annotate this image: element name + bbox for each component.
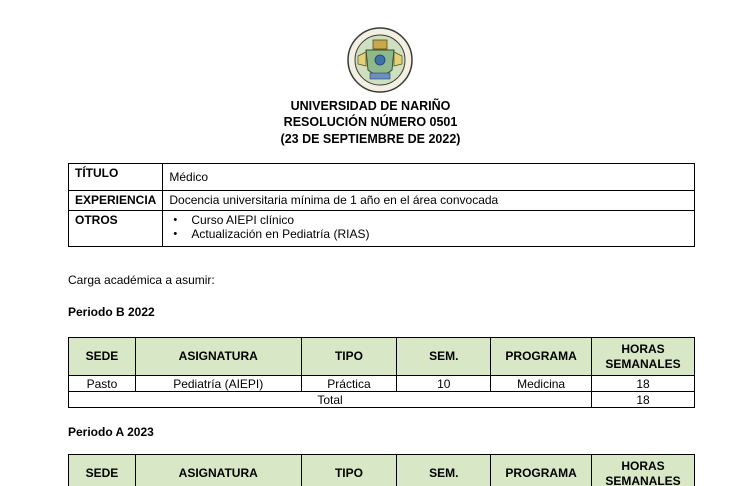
requirements-row: [69, 191, 695, 211]
total-value: 18: [592, 392, 695, 408]
column-header: HORAS SEMANALES: [592, 338, 695, 376]
table-header-row: [69, 338, 695, 376]
cell-sem: 10: [397, 376, 491, 392]
periodo-b-title: Periodo B 2022: [68, 305, 155, 319]
column-header: PROGRAMA: [491, 455, 592, 486]
university-name: UNIVERSIDAD DE NARIÑO: [290, 99, 451, 113]
column-header: SEM.: [397, 338, 491, 376]
periodo-b-table: [68, 337, 695, 408]
list-item: • Actualización en Pediatría (RIAS): [169, 227, 688, 241]
table-row: [69, 376, 695, 392]
requirements-row: [69, 164, 695, 191]
table-header-row: [69, 455, 695, 486]
requirement-value: Docencia universitaria mínima de 1 año en el área convocada: [163, 191, 695, 211]
otros-list: [169, 213, 688, 241]
column-header: HORAS SEMANALES: [592, 455, 695, 486]
periodo-a-title: Periodo A 2023: [68, 425, 154, 439]
requirements-row: [69, 211, 695, 247]
cell-sede: Pasto: [69, 376, 136, 392]
requirement-value: Médico: [163, 164, 695, 191]
table-total-row: [69, 392, 695, 408]
requirement-value: [163, 211, 695, 247]
column-header: PROGRAMA: [491, 338, 592, 376]
requirement-label: EXPERIENCIA: [69, 191, 163, 211]
cell-asignatura: Pediatría (AIEPI): [135, 376, 301, 392]
requirement-label: OTROS: [69, 211, 163, 247]
cell-tipo: Práctica: [301, 376, 397, 392]
university-seal-logo: [346, 26, 414, 94]
column-header: ASIGNATURA: [135, 338, 301, 376]
column-header: SEDE: [69, 338, 136, 376]
column-header: SEDE: [69, 455, 136, 486]
cell-programa: Medicina: [491, 376, 592, 392]
periodo-a-table: [68, 454, 695, 486]
resolution-date: (23 DE SEPTIEMBRE DE 2022): [280, 132, 461, 146]
resolution-number: RESOLUCIÓN NÚMERO 0501: [283, 115, 458, 129]
carga-label: Carga académica a asumir:: [68, 273, 215, 287]
column-header: SEM.: [397, 455, 491, 486]
requirement-label: TÍTULO: [69, 164, 163, 191]
total-label: Total: [69, 392, 592, 408]
cell-horas: 18: [592, 376, 695, 392]
column-header: ASIGNATURA: [135, 455, 301, 486]
list-item: • Curso AIEPI clínico: [169, 213, 688, 227]
column-header: TIPO: [301, 455, 397, 486]
column-header: TIPO: [301, 338, 397, 376]
requirements-table: [68, 163, 695, 247]
